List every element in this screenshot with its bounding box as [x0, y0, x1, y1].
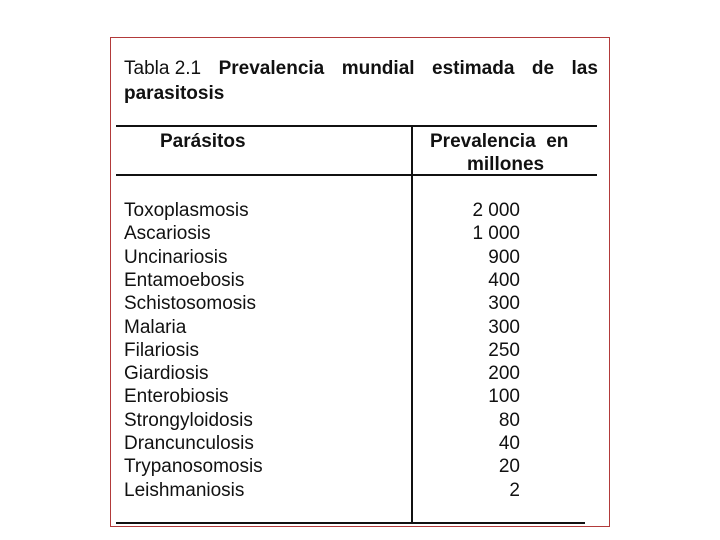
caption-word: de [531, 58, 555, 79]
caption-word: mundial [341, 58, 415, 79]
table-caption-line2: parasitosis [124, 83, 225, 104]
caption-label: Tabla 2.1 [124, 58, 202, 79]
prevalence-value: 250 [488, 339, 520, 361]
prevalence-value: 1 000 [472, 223, 520, 245]
parasite-name: Giardiosis [124, 363, 209, 385]
prevalence-value: 20 [498, 456, 520, 478]
parasite-name: Entamoebosis [124, 269, 245, 291]
parasite-name: Ascariosis [124, 223, 211, 245]
table-row [124, 200, 520, 223]
prevalence-value: 40 [498, 433, 520, 454]
prevalence-value: 300 [488, 316, 520, 338]
header-prevalencia: Prevalencia en [430, 131, 569, 152]
prevalence-value: 200 [488, 363, 520, 385]
table-row [124, 317, 520, 340]
table-bottom-rule [116, 522, 585, 524]
table-row [124, 410, 520, 433]
parasite-name: Filariosis [124, 339, 199, 361]
parasite-name: Leishmaniosis [124, 479, 245, 501]
parasite-name: Strongyloidosis [124, 409, 253, 431]
prevalence-value: 80 [498, 409, 520, 431]
parasite-name: Enterobiosis [124, 386, 229, 408]
parasite-name: Schistosomosis [124, 293, 256, 315]
caption-word: estimada [432, 58, 515, 79]
table-caption-line1 [124, 58, 598, 80]
table-row [124, 270, 520, 293]
parasite-name: Malaria [124, 316, 187, 338]
caption-word: las [571, 58, 598, 79]
table-row [124, 386, 520, 409]
table-row [124, 480, 520, 503]
prevalence-value: 900 [488, 246, 520, 268]
prevalence-value: 2 000 [472, 200, 520, 221]
header-millones: millones [467, 154, 545, 175]
table-row [124, 340, 520, 363]
prevalence-value: 400 [488, 269, 520, 291]
parasite-name: Uncinariosis [124, 246, 228, 268]
table-row [124, 247, 520, 270]
header-parasitos: Parásitos [160, 131, 246, 152]
table-top-rule [116, 125, 597, 127]
table-row [124, 363, 520, 386]
prevalence-value: 2 [509, 479, 520, 501]
prevalence-value: 300 [488, 293, 520, 315]
parasite-name: Drancunculosis [124, 433, 254, 454]
caption-word: Prevalencia [218, 58, 325, 79]
table-row [124, 433, 520, 456]
table-row [124, 223, 520, 246]
parasite-name: Trypanosomosis [124, 456, 263, 478]
table-row [124, 293, 520, 316]
table-row [124, 456, 520, 479]
parasite-name: Toxoplasmosis [124, 200, 249, 221]
prevalence-value: 100 [488, 386, 520, 408]
